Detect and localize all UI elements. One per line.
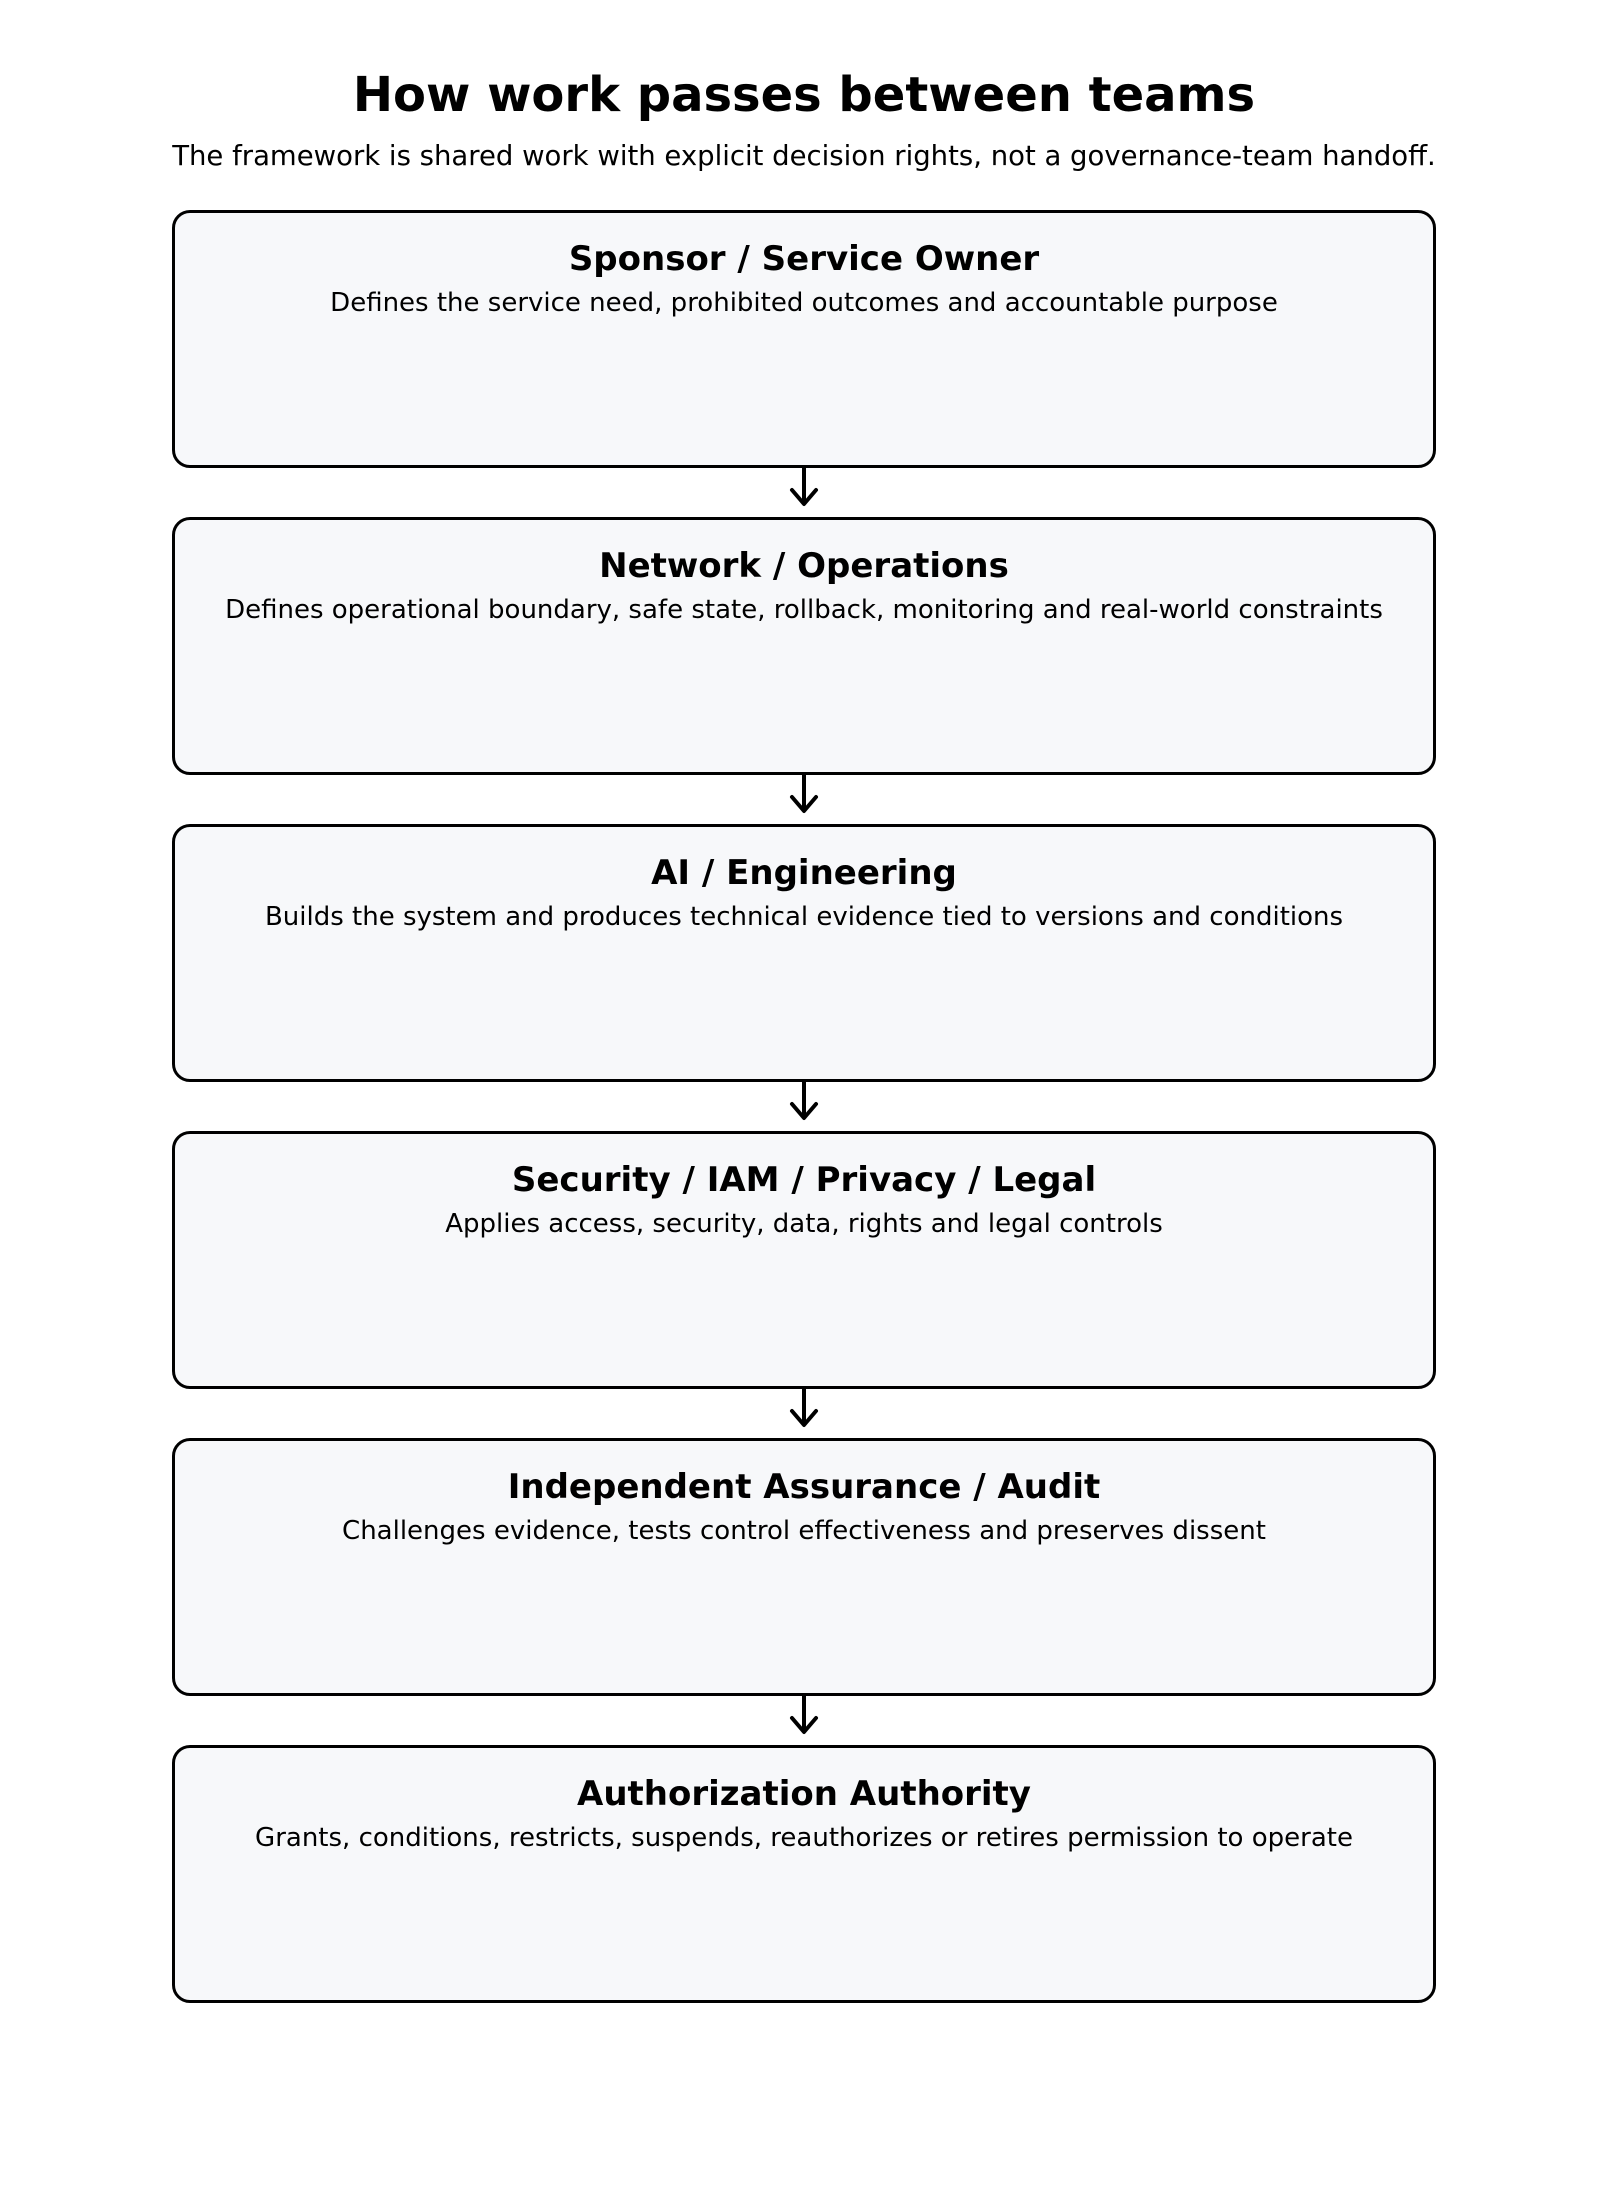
step-ai-engineering (172, 824, 1436, 1082)
step-description: Grants, conditions, restricts, suspends, reauthorizes or retires permission to operate (255, 1823, 1353, 1853)
step-title: Network / Operations (599, 546, 1009, 586)
arrow-down-icon (786, 775, 822, 824)
flow-connector (172, 1696, 1436, 1745)
step-description: Defines operational boundary, safe state, rollback, monitoring and real-world constraints (225, 595, 1383, 625)
step-sponsor-service-owner (172, 210, 1436, 468)
page-subtitle: The framework is shared work with explicit decision rights, not a governance-team handoff. (172, 140, 1436, 172)
step-description: Challenges evidence, tests control effectiveness and preserves dissent (342, 1516, 1266, 1546)
arrow-down-icon (786, 1389, 822, 1438)
flow-connector (172, 468, 1436, 517)
flow-connector (172, 1082, 1436, 1131)
step-title: Sponsor / Service Owner (568, 239, 1040, 279)
step-description: Builds the system and produces technical evidence tied to versions and conditions (264, 902, 1344, 932)
step-description: Defines the service need, prohibited outcomes and accountable purpose (330, 288, 1278, 318)
flow-connector (172, 1389, 1436, 1438)
arrow-down-icon (786, 468, 822, 517)
step-title: Authorization Authority (577, 1774, 1031, 1814)
step-title: Security / IAM / Privacy / Legal (511, 1160, 1097, 1200)
arrow-down-icon (786, 1696, 822, 1745)
step-title: Independent Assurance / Audit (507, 1467, 1101, 1507)
arrow-down-icon (786, 1082, 822, 1131)
step-network-operations (172, 517, 1436, 775)
page-title: How work passes between teams (352, 67, 1256, 123)
step-independent-assurance-audit (172, 1438, 1436, 1696)
step-security-iam-privacy-legal (172, 1131, 1436, 1389)
step-description: Applies access, security, data, rights and legal controls (445, 1209, 1163, 1239)
flow-connector (172, 775, 1436, 824)
step-title: AI / Engineering (651, 853, 957, 893)
step-authorization-authority (172, 1745, 1436, 2003)
team-flow-diagram (172, 210, 1436, 2003)
